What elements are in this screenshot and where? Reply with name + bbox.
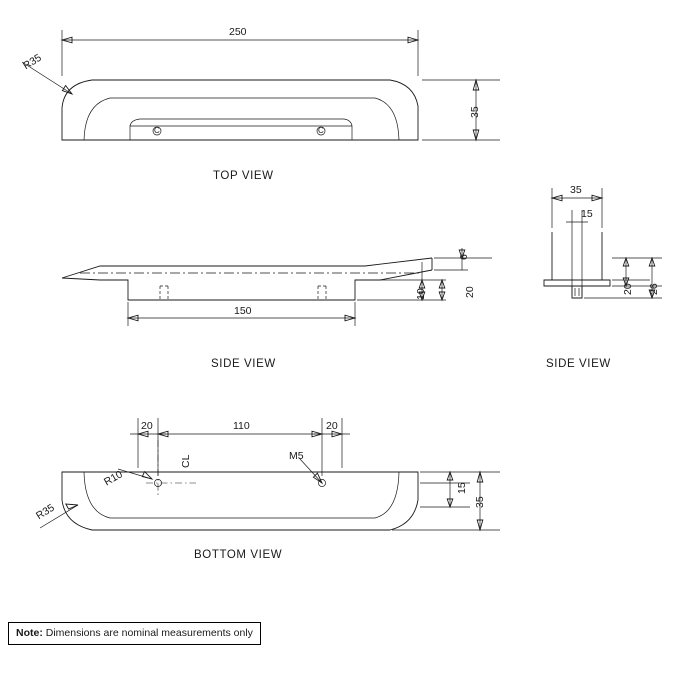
note-box [8, 622, 261, 645]
dim-end-width-35: 35 [570, 184, 582, 196]
dim-bottom-centreline: CL [180, 454, 192, 468]
dim-end-height-20: 20 [622, 283, 634, 295]
dim-bottom-depth-35: 35 [474, 496, 486, 508]
label-bottom-view: BOTTOM VIEW [194, 549, 283, 561]
note-prefix: Note: [16, 627, 43, 639]
dim-bottom-radius-large: R35 [34, 501, 57, 523]
mark-counterbore-right: C [318, 126, 324, 135]
dim-bottom-thread: M5 [289, 450, 304, 462]
dim-side-height-6: 6 [458, 254, 470, 260]
dim-side-height-10: 10 [415, 288, 427, 300]
dim-side-height-20: 20 [464, 286, 476, 298]
label-top-view: TOP VIEW [213, 170, 274, 182]
dim-end-width-15: 15 [581, 208, 593, 220]
label-side-view: SIDE VIEW [211, 358, 276, 370]
dim-side-fixing-centres: 150 [234, 305, 252, 317]
side-end-view-geometry [544, 188, 662, 298]
top-view-geometry [22, 30, 500, 140]
dim-bottom-depth-15: 15 [456, 482, 468, 494]
side-view-geometry [62, 248, 492, 326]
dim-bottom-offset-left: 20 [141, 420, 153, 432]
dim-bottom-centres: 110 [233, 420, 250, 432]
dim-top-depth: 35 [469, 106, 481, 118]
dim-top-radius: R35 [21, 51, 44, 73]
dim-end-height-26: 26 [648, 283, 660, 295]
dim-top-overall-length: 250 [229, 26, 247, 38]
mark-counterbore-left: C [154, 126, 160, 135]
dim-bottom-radius-small: R10 [102, 468, 125, 489]
note-text: Dimensions are nominal measurements only [42, 627, 253, 639]
dim-bottom-offset-right: 20 [326, 420, 338, 432]
label-side-end-view: SIDE VIEW [546, 358, 611, 370]
